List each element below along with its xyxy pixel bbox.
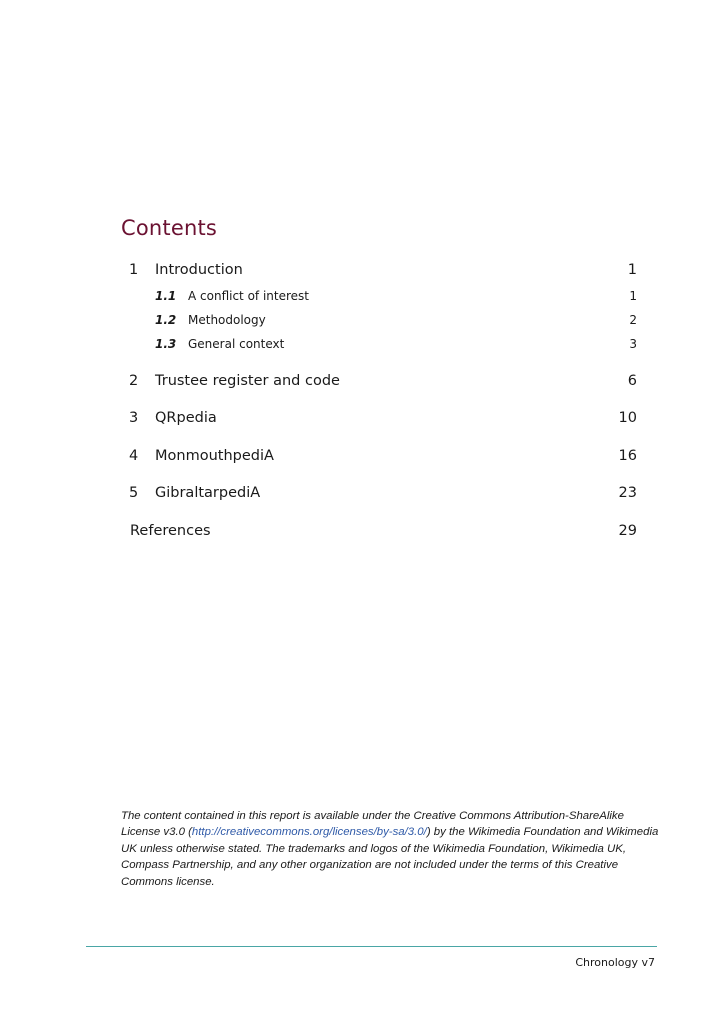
toc-entry-page: 1 bbox=[627, 262, 637, 278]
toc-entry-page: 23 bbox=[618, 485, 637, 501]
toc-heading: Contents bbox=[121, 216, 218, 240]
license-link[interactable]: http://creativecommons.org/licenses/by-sa/3.0/ bbox=[191, 826, 427, 839]
toc-entry-page: 16 bbox=[618, 448, 637, 464]
toc-entry-title: General context bbox=[188, 337, 285, 351]
toc-entry-page: 10 bbox=[618, 410, 637, 426]
toc-entry-trustee-register[interactable] bbox=[0, 371, 723, 391]
footer-divider bbox=[86, 946, 657, 947]
toc-entry-page: 1 bbox=[629, 289, 637, 303]
toc-entry-qrpedia[interactable] bbox=[0, 408, 723, 428]
toc-entry-references[interactable] bbox=[0, 521, 723, 541]
toc-entry-title: References bbox=[130, 523, 211, 539]
toc-entry-title: GibraltarpediA bbox=[155, 485, 261, 501]
toc-entry-number: 3 bbox=[129, 410, 139, 426]
license-text-before: The content contained in this report is available under the Creative Commons Attribution-ShareAlike License v3.0 ( bbox=[121, 810, 624, 839]
toc-entry-general-context[interactable] bbox=[0, 334, 723, 354]
toc-entry-number: 5 bbox=[129, 485, 139, 501]
toc-entry-page: 2 bbox=[629, 313, 637, 327]
toc-entry-monmouthpedia[interactable] bbox=[0, 446, 723, 466]
toc-entry-title: MonmouthpediA bbox=[155, 448, 274, 464]
toc-entry-conflict-of-interest[interactable] bbox=[0, 286, 723, 306]
toc-entry-number: 1 bbox=[129, 262, 139, 278]
toc-entry-page: 6 bbox=[627, 373, 637, 389]
toc-entry-title: Methodology bbox=[188, 313, 266, 327]
toc-entry-methodology[interactable] bbox=[0, 310, 723, 330]
toc-entry-title: QRpedia bbox=[155, 410, 217, 426]
toc-entry-number: 1.1 bbox=[155, 289, 177, 303]
toc-entry-title: Introduction bbox=[155, 262, 243, 278]
footer-label: Chronology v7 bbox=[575, 956, 655, 969]
license-notice bbox=[121, 808, 661, 890]
toc-entry-number: 1.2 bbox=[155, 313, 177, 327]
toc-entry-number: 1.3 bbox=[155, 337, 177, 351]
toc-entry-page: 29 bbox=[618, 523, 637, 539]
toc-entry-number: 4 bbox=[129, 448, 139, 464]
toc-entry-number: 2 bbox=[129, 373, 139, 389]
toc-entry-introduction[interactable] bbox=[0, 260, 723, 280]
toc-entry-gibraltarpedia[interactable] bbox=[0, 483, 723, 503]
toc-entry-page: 3 bbox=[629, 337, 637, 351]
license-text-after: ) by the Wikimedia Foundation and Wikimedia UK unless otherwise stated. The trademarks and logos of the Wikimedia Foundation, Wikimedia UK, Compass Partnership, and any other organization are not included under the terms of this Creative Commons license. bbox=[121, 826, 659, 888]
toc-entry-title: Trustee register and code bbox=[155, 373, 340, 389]
toc-entry-title: A conflict of interest bbox=[188, 289, 309, 303]
